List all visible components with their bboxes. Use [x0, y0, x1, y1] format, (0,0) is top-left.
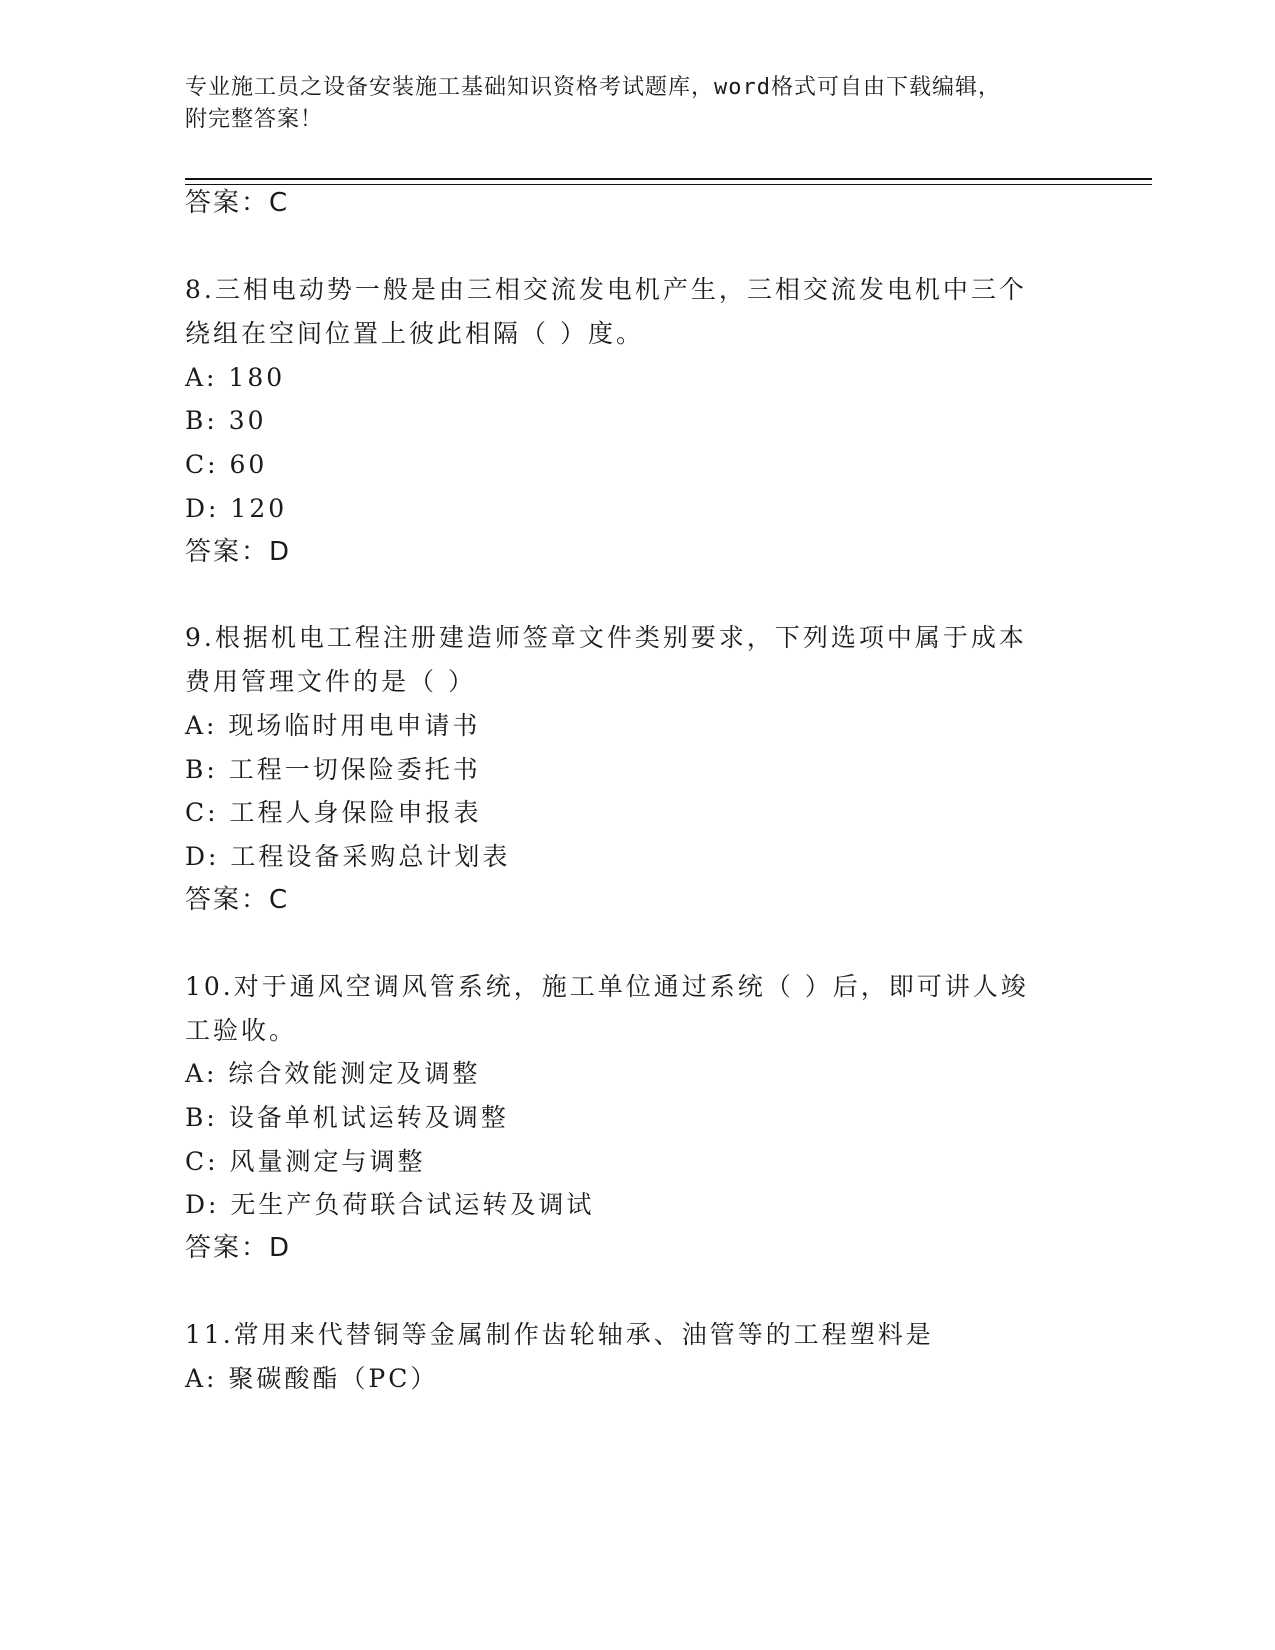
question-9-answer: 答案：C — [185, 885, 290, 915]
answer-prev: 答案：C — [185, 188, 290, 218]
question-10-option-c: C: 风量测定与调整 — [185, 1147, 426, 1176]
question-8-option-b: B: 30 — [185, 406, 267, 435]
question-11-stem-line-1: 11.常用来代替铜等金属制作齿轮轴承、油管等的工程塑料是 — [185, 1320, 934, 1349]
question-10-option-a: A: 综合效能测定及调整 — [185, 1059, 481, 1088]
question-8-answer: 答案：D — [185, 537, 292, 567]
question-9-stem-line-2: 费用管理文件的是（ ） — [185, 667, 476, 696]
question-8-stem-line-1: 8.三相电动势一般是由三相交流发电机产生，三相交流发电机中三个 — [185, 275, 1027, 304]
header-line-1: 专业施工员之设备安装施工基础知识资格考试题库，word格式可自由下载编辑， — [185, 75, 1001, 100]
question-8-option-d: D: 120 — [185, 494, 288, 523]
question-8-option-a: A: 180 — [185, 363, 286, 392]
header-line-2: 附完整答案！ — [185, 107, 324, 132]
question-10-option-b: B: 设备单机试运转及调整 — [185, 1103, 509, 1132]
question-11-option-a: A: 聚碳酸酯（PC） — [185, 1364, 439, 1393]
document-header — [185, 72, 1065, 136]
question-10-answer: 答案：D — [185, 1233, 292, 1263]
question-10-stem-line-1: 10.对于通风空调风管系统，施工单位通过系统（ ）后，即可讲人竣 — [185, 972, 1029, 1001]
question-9-option-a: A: 现场临时用电申请书 — [185, 711, 481, 740]
question-9-option-d: D: 工程设备采购总计划表 — [185, 842, 511, 871]
question-9-option-b: B: 工程一切保险委托书 — [185, 755, 481, 784]
question-8-stem-line-2: 绕组在空间位置上彼此相隔（ ）度。 — [185, 319, 644, 348]
header-divider-thick — [185, 178, 1152, 180]
question-9-stem-line-1: 9.根据机电工程注册建造师签章文件类别要求，下列选项中属于成本 — [185, 623, 1027, 652]
header-divider-thin — [185, 184, 1152, 185]
question-8-option-c: C: 60 — [185, 450, 268, 479]
question-9-option-c: C: 工程人身保险申报表 — [185, 798, 482, 827]
question-10-stem-line-2: 工验收。 — [185, 1016, 298, 1045]
question-10-option-d: D: 无生产负荷联合试运转及调试 — [185, 1190, 595, 1219]
